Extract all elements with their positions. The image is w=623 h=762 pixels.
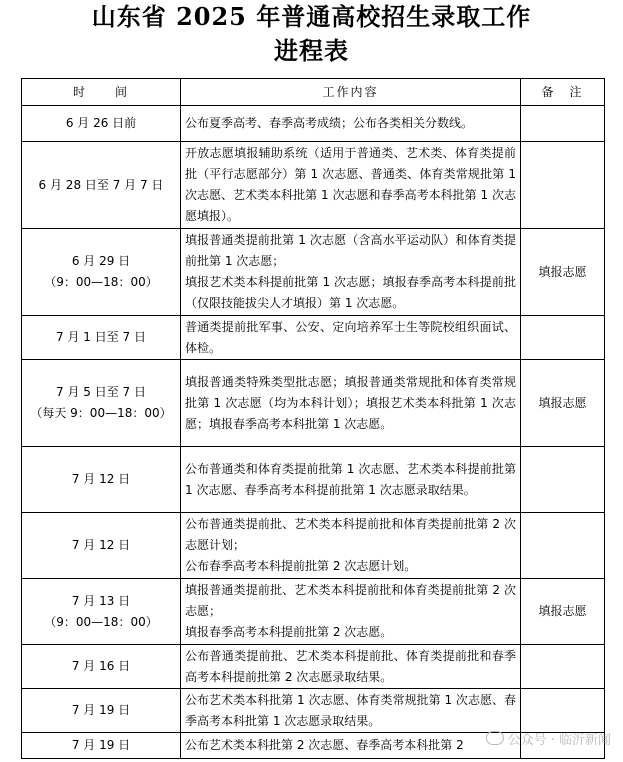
row-time bbox=[22, 689, 181, 733]
table-row bbox=[22, 447, 605, 513]
row-content bbox=[181, 579, 521, 645]
row-note: 填报志愿 bbox=[521, 229, 605, 316]
content-text: 公布夏季高考、春季高考成绩；公布各类相关分数线。 bbox=[185, 116, 474, 130]
schedule-table bbox=[21, 78, 605, 759]
table-row bbox=[22, 316, 605, 360]
row-note bbox=[521, 645, 605, 689]
content-text: 开放志愿填报辅助系统（适用于普通类、艺术类、体育类提前批（平行志愿部分）第 1 次志愿、普通类、体育类常规批第 1 次志愿、艺术类本科批第 1 次志愿和春季高考本科批第 1 次志愿填报）。 bbox=[185, 146, 516, 223]
row-content bbox=[181, 513, 521, 579]
row-note bbox=[521, 316, 605, 360]
time-line: 7 月 19 日 bbox=[71, 703, 131, 717]
row-note bbox=[521, 689, 605, 733]
time-line: 7 月 5 日至 7 日 bbox=[56, 385, 146, 399]
time-line: （9：00—18：00） bbox=[44, 614, 158, 629]
header-time: 时 间 bbox=[22, 79, 181, 106]
row-time bbox=[22, 229, 181, 316]
table-row bbox=[22, 645, 605, 689]
row-content bbox=[181, 447, 521, 513]
content-text: 填报普通类特殊类型批志愿；填报普通类常规批和体育类常规批第 1 次志愿（均为本科计划）；填报艺术类本科批第 1 次志愿；填报春季高考本科批第 1 次志愿。 bbox=[185, 374, 516, 431]
content-text: 填报春季高考本科提前批第 2 次志愿。 bbox=[185, 625, 393, 639]
table-row bbox=[22, 229, 605, 316]
time-line: 7 月 13 日 bbox=[71, 593, 131, 608]
watermark-text: 公众号 · 临沂新闻 bbox=[507, 733, 611, 748]
content-text: 填报普通类提前批第 1 次志愿（含高水平运动队）和体育类提前批第 1 次志愿； bbox=[185, 233, 516, 268]
row-note: 填报志愿 bbox=[521, 579, 605, 645]
watermark bbox=[486, 729, 611, 748]
row-time bbox=[22, 733, 181, 759]
row-content bbox=[181, 733, 521, 759]
row-content bbox=[181, 316, 521, 360]
row-time bbox=[22, 447, 181, 513]
content-text: 公布普通类和体育类提前批第 1 次志愿、艺术类本科提前批第 1 次志愿、春季高考本科提前批第 1 次志愿录取结果。 bbox=[185, 461, 516, 497]
time-line: 6 月 29 日 bbox=[71, 254, 131, 268]
time-line: 7 月 1 日至 7 日 bbox=[56, 330, 146, 344]
table-row bbox=[22, 513, 605, 579]
row-note bbox=[521, 447, 605, 513]
row-content bbox=[181, 689, 521, 733]
content-text: 填报艺术类本科提前批第 1 次志愿；填报春季高考本科提前批（仅限技能拔尖人才填报）第 1 次志愿。 bbox=[185, 275, 516, 310]
time-line: 7 月 16 日 bbox=[71, 659, 131, 673]
content-text: 公布艺术类本科批第 2 次志愿、春季高考本科批第 2 bbox=[185, 738, 464, 752]
table-header-row bbox=[22, 79, 605, 106]
page-title-line-1: 山东省 2025 年普通高校招生录取工作 bbox=[91, 2, 532, 31]
table-row bbox=[22, 142, 605, 229]
content-text: 填报普通类提前批、艺术类本科提前批和体育类提前批第 2 次志愿； bbox=[185, 583, 516, 618]
time-line: （9：00—18：00） bbox=[44, 275, 158, 289]
row-time bbox=[22, 513, 181, 579]
row-time bbox=[22, 106, 181, 142]
content-text: 公布春季高考本科提前批第 2 次志愿计划。 bbox=[185, 559, 417, 573]
table-row bbox=[22, 106, 605, 142]
content-text: 公布艺术类本科批第 1 次志愿、体育类常规批第 1 次志愿、春季高考本科批第 1 次志愿录取结果。 bbox=[185, 692, 516, 728]
content-text: 公布普通类提前批、艺术类本科提前批和体育类提前批第 2 次志愿计划； bbox=[185, 517, 516, 552]
time-line: 6 月 26 日前 bbox=[65, 116, 137, 130]
wechat-icon bbox=[486, 731, 504, 745]
row-content bbox=[181, 360, 521, 447]
time-line: 6 月 28 日至 7 月 7 日 bbox=[38, 177, 164, 192]
row-time bbox=[22, 142, 181, 229]
row-content bbox=[181, 106, 521, 142]
row-time bbox=[22, 579, 181, 645]
time-line: （每天 9：00—18：00） bbox=[30, 406, 172, 420]
row-time bbox=[22, 316, 181, 360]
table-row bbox=[22, 689, 605, 733]
row-content bbox=[181, 229, 521, 316]
row-content bbox=[181, 142, 521, 229]
time-line: 7 月 19 日 bbox=[71, 738, 131, 752]
table-row bbox=[22, 579, 605, 645]
row-note bbox=[521, 142, 605, 229]
row-note: 填报志愿 bbox=[521, 360, 605, 447]
header-content: 工作内容 bbox=[181, 79, 521, 106]
content-text: 公布普通类提前批、艺术类本科提前批、体育类提前批和春季高考本科提前批第 2 次志愿录取结果。 bbox=[185, 648, 516, 684]
content-text: 普通类提前批军事、公安、定向培养军士生等院校组织面试、体检。 bbox=[185, 319, 516, 355]
time-line: 7 月 12 日 bbox=[71, 538, 131, 552]
row-note bbox=[521, 106, 605, 142]
row-time bbox=[22, 360, 181, 447]
row-content bbox=[181, 645, 521, 689]
page-title-line-2: 进程表 bbox=[274, 36, 349, 65]
row-time bbox=[22, 645, 181, 689]
table-row bbox=[22, 360, 605, 447]
header-note: 备 注 bbox=[521, 79, 605, 106]
time-line: 7 月 12 日 bbox=[71, 472, 131, 486]
row-note bbox=[521, 513, 605, 579]
